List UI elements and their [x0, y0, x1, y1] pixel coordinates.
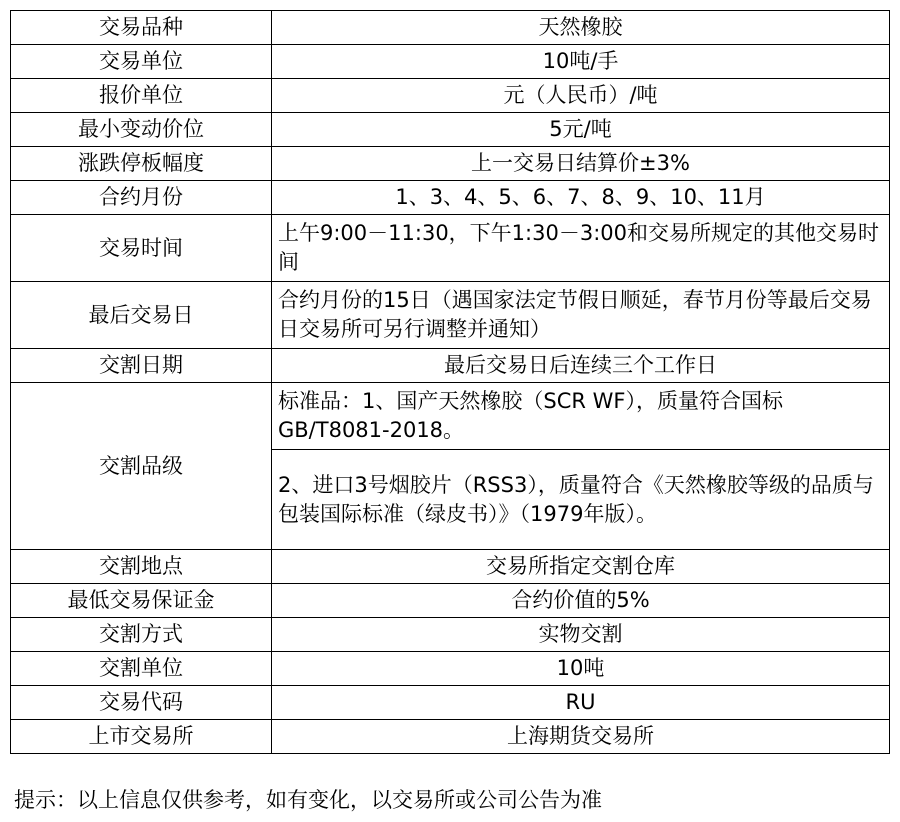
row-label: 最小变动价位	[11, 113, 272, 147]
row-label: 交易时间	[11, 215, 272, 282]
table-row-delivery-location	[11, 550, 890, 584]
table-row-delivery-date	[11, 349, 890, 383]
row-label: 交易品种	[11, 11, 272, 45]
table-row-contract-months	[11, 181, 890, 215]
row-value: 上一交易日结算价±3%	[272, 147, 890, 181]
row-label: 最后交易日	[11, 282, 272, 349]
row-value: 1、3、4、5、6、7、8、9、10、11月	[272, 181, 890, 215]
table-row-trading-hours	[11, 215, 890, 282]
row-value: 最后交易日后连续三个工作日	[272, 349, 890, 383]
table-row-trading-unit	[11, 45, 890, 79]
footer-note: 提示：以上信息仅供参考，如有变化，以交易所或公司公告为准	[14, 788, 602, 812]
row-value: 天然橡胶	[272, 11, 890, 45]
row-label: 交割日期	[11, 349, 272, 383]
table-row-min-margin	[11, 584, 890, 618]
table-row-trading-variety	[11, 11, 890, 45]
row-label: 最低交易保证金	[11, 584, 272, 618]
table-row-price-limit	[11, 147, 890, 181]
row-label: 涨跌停板幅度	[11, 147, 272, 181]
table-row-quote-unit	[11, 79, 890, 113]
contract-spec-table	[10, 10, 890, 754]
row-value: 合约月份的15日（遇国家法定节假日顺延，春节月份等最后交易日交易所可另行调整并通知）	[272, 282, 890, 349]
table-row-exchange	[11, 720, 890, 754]
row-value: RU	[272, 686, 890, 720]
row-label: 报价单位	[11, 79, 272, 113]
row-label: 上市交易所	[11, 720, 272, 754]
row-value: 10吨/手	[272, 45, 890, 79]
row-value-import: 2、进口3号烟胶片（RSS3），质量符合《天然橡胶等级的品质与包装国际标准（绿皮书）》（1979年版）。	[272, 450, 890, 550]
row-label: 合约月份	[11, 181, 272, 215]
row-value: 5元/吨	[272, 113, 890, 147]
table-row-min-tick	[11, 113, 890, 147]
row-label: 交割单位	[11, 652, 272, 686]
table-row-trading-code	[11, 686, 890, 720]
table-row-delivery-grade	[11, 383, 890, 450]
row-value: 合约价值的5%	[272, 584, 890, 618]
table-row-last-trading-day	[11, 282, 890, 349]
row-label: 交割方式	[11, 618, 272, 652]
table-row-delivery-unit	[11, 652, 890, 686]
row-value: 实物交割	[272, 618, 890, 652]
row-value: 上午9:00－11:30，下午1:30－3:00和交易所规定的其他交易时间	[272, 215, 890, 282]
row-label: 交易代码	[11, 686, 272, 720]
row-label: 交易单位	[11, 45, 272, 79]
row-value: 10吨	[272, 652, 890, 686]
row-label: 交割品级	[11, 383, 272, 550]
row-value: 上海期货交易所	[272, 720, 890, 754]
row-value: 交易所指定交割仓库	[272, 550, 890, 584]
row-value: 元（人民币）/吨	[272, 79, 890, 113]
row-label: 交割地点	[11, 550, 272, 584]
row-value-standard: 标准品：1、国产天然橡胶（SCR WF），质量符合国标GB/T8081-2018。	[272, 383, 890, 450]
table-row-delivery-method	[11, 618, 890, 652]
